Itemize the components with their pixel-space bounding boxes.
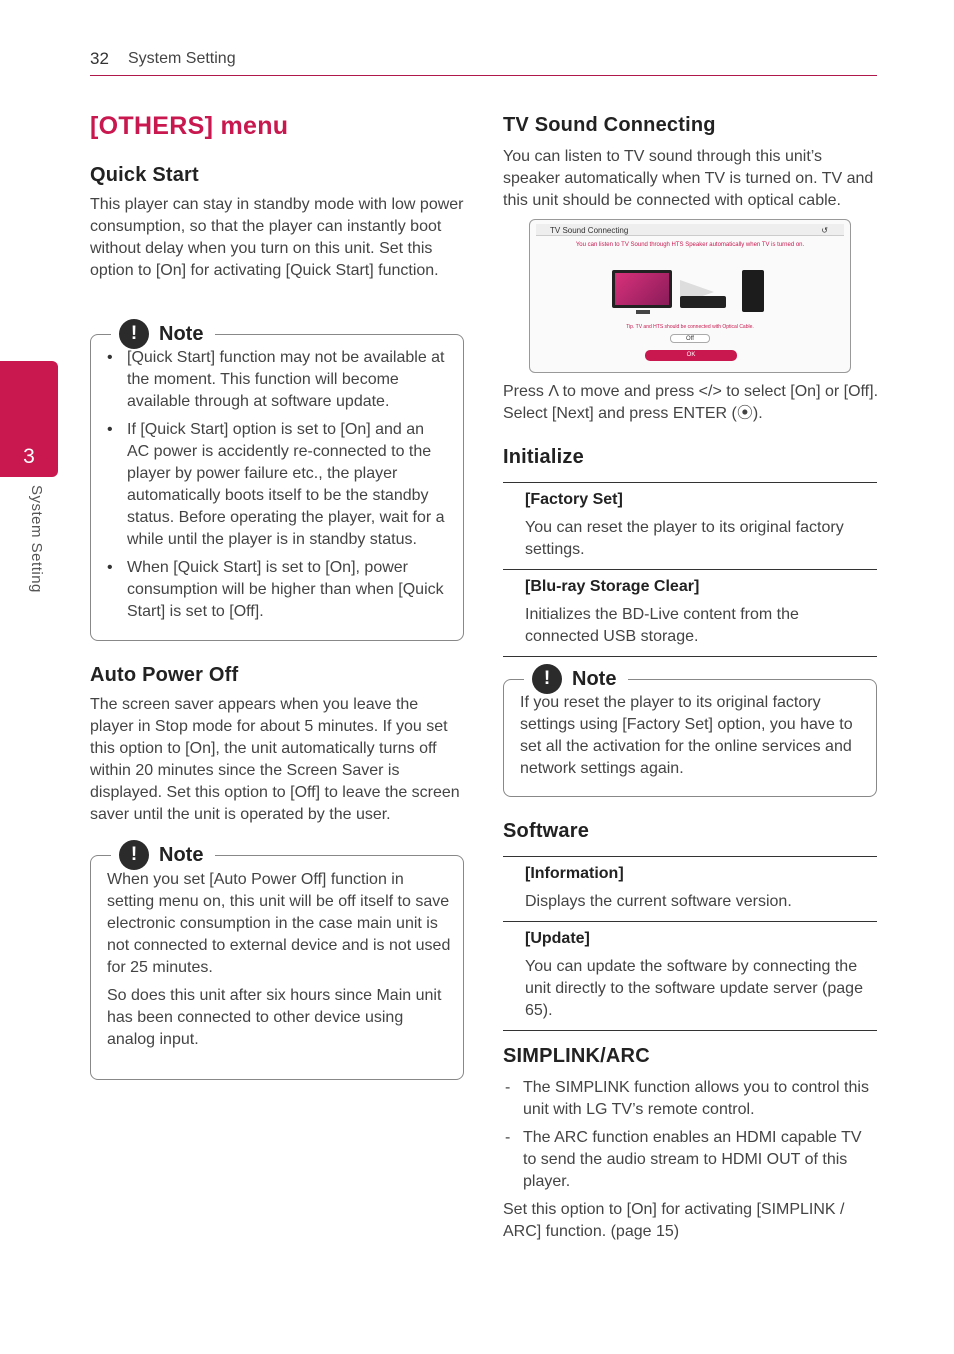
note-title: Note — [159, 322, 204, 345]
note-header — [524, 662, 628, 696]
auto-power-off-heading: Auto Power Off — [90, 664, 239, 686]
back-icon: ↺ — [821, 226, 828, 235]
tv-sound-section — [503, 114, 879, 212]
tv-sound-heading: TV Sound Connecting — [503, 114, 716, 136]
table-row — [503, 569, 877, 657]
quick-start-note — [90, 322, 464, 641]
row-key: [Information] — [525, 865, 624, 882]
screen-tip: Tip. TV and HTS should be connected with Optical Cable. — [626, 324, 754, 330]
exclamation-icon: ! — [119, 319, 149, 349]
header-section-name: System Setting — [128, 50, 236, 67]
row-key: [Blu-ray Storage Clear] — [525, 578, 700, 595]
simplink-section — [503, 1045, 879, 1243]
note-paragraph: If you reset the player to its original factory settings using [Factory Set] option, you have to set all the activation for the online services and network settings again. — [520, 694, 853, 777]
page-number: 32 — [90, 49, 109, 68]
quick-start-heading: Quick Start — [90, 164, 199, 186]
tv-sound-body: You can listen to TV sound through this unit’s speaker automatically when TV is turned on. TV and this unit should be connected with optical cable. — [503, 148, 874, 209]
list-item: • When [Quick Start] is set to [On], power consumption will be higher than when [Quick Start] is set to [Off]. — [91, 557, 449, 623]
page-header — [90, 48, 877, 76]
row-value: Initializes the BD-Live content from the connected USB storage. — [525, 606, 799, 645]
simplink-footer: Set this option to [On] for activating [SIMPLINK / ARC] function. (page 15) — [503, 1201, 845, 1240]
auto-power-off-body: The screen saver appears when you leave the player in Stop mode for about 5 minutes. If you set this option to [On], the unit automatically turns off within 20 minutes since the Screen Saver is displayed. Set this option to [Off] to leave the screen saver until the unit is operated by the user. — [90, 696, 460, 823]
list-item: - The SIMPLINK function allows you to control this unit with LG TV’s remote control. — [503, 1077, 879, 1121]
note-header — [111, 838, 215, 872]
row-value: Displays the current software version. — [525, 893, 792, 910]
tv-sound-instruction: Press Λ to move and press </> to select [On] or [Off]. Select [Next] and press ENTER (⦿). — [503, 383, 879, 422]
exclamation-icon: ! — [532, 664, 562, 694]
note-title: Note — [159, 843, 204, 866]
note-paragraph: When you set [Auto Power Off] function in setting menu on, this unit will be off itself to save electronic consumption in the case main unit is not connected to external device and is not used for 25 minutes. — [107, 871, 451, 976]
ok-button: OK — [645, 350, 737, 361]
initialize-heading: Initialize — [503, 446, 584, 468]
auto-power-off-note — [90, 843, 464, 1080]
chapter-label-text: System Setting — [28, 485, 45, 593]
chapter-label — [0, 485, 64, 615]
note-header — [111, 317, 215, 351]
list-item: - The ARC function enables an HDMI capable TV to send the audio stream to HDMI OUT of this player. — [503, 1127, 879, 1193]
row-key: [Update] — [525, 930, 590, 947]
list-item: • [Quick Start] function may not be available at the moment. This function will become available through at software update. — [91, 347, 449, 413]
speaker-illustration — [742, 270, 764, 312]
row-key: [Factory Set] — [525, 491, 623, 508]
table-row — [503, 856, 877, 921]
table-row — [503, 921, 877, 1031]
software-heading: Software — [503, 820, 590, 842]
row-value: You can update the software by connecting the unit directly to the software update server (page 65). — [525, 958, 863, 1019]
row-value: You can reset the player to its original factory settings. — [525, 519, 844, 558]
quick-start-body: This player can stay in standby mode with low power consumption, so that the player can instantly boot without delay when you turn on this unit. Set this option to [On] for activating [Quick Start] function. — [90, 196, 464, 279]
initialize-table — [503, 482, 877, 657]
tv-stand — [636, 310, 650, 314]
tv-illustration — [612, 270, 672, 308]
screen-titlebar — [536, 224, 844, 236]
table-row — [503, 482, 877, 569]
note-paragraph: So does this unit after six hours since Main unit has been connected to other device using analog input. — [107, 987, 442, 1048]
note-title: Note — [572, 667, 617, 690]
software-table — [503, 856, 877, 1031]
left-column — [90, 112, 464, 282]
screen-message: You can listen to TV Sound through HTS Speaker automatically when TV is turned on. — [575, 242, 805, 248]
chapter-tab — [0, 361, 58, 477]
simplink-list — [503, 1077, 879, 1193]
player-illustration — [680, 296, 726, 308]
page-title: [OTHERS] menu — [90, 112, 289, 140]
list-item: • If [Quick Start] option is set to [On] and an AC power is accidently re-connected to the player by power failure etc., the player automatically boots itself to be the standby status. Before operating the player, wait for a while until the player is in standby status. — [91, 419, 449, 551]
auto-power-off-section — [90, 664, 464, 826]
chapter-number: 3 — [23, 445, 35, 468]
tv-sound-screenshot — [529, 219, 851, 373]
on-off-select: Off — [670, 334, 710, 343]
exclamation-icon: ! — [119, 840, 149, 870]
initialize-note — [503, 667, 877, 797]
simplink-heading: SIMPLINK/ARC — [503, 1045, 650, 1067]
screen-title: TV Sound Connecting — [550, 226, 629, 235]
quick-start-note-list — [91, 347, 463, 629]
